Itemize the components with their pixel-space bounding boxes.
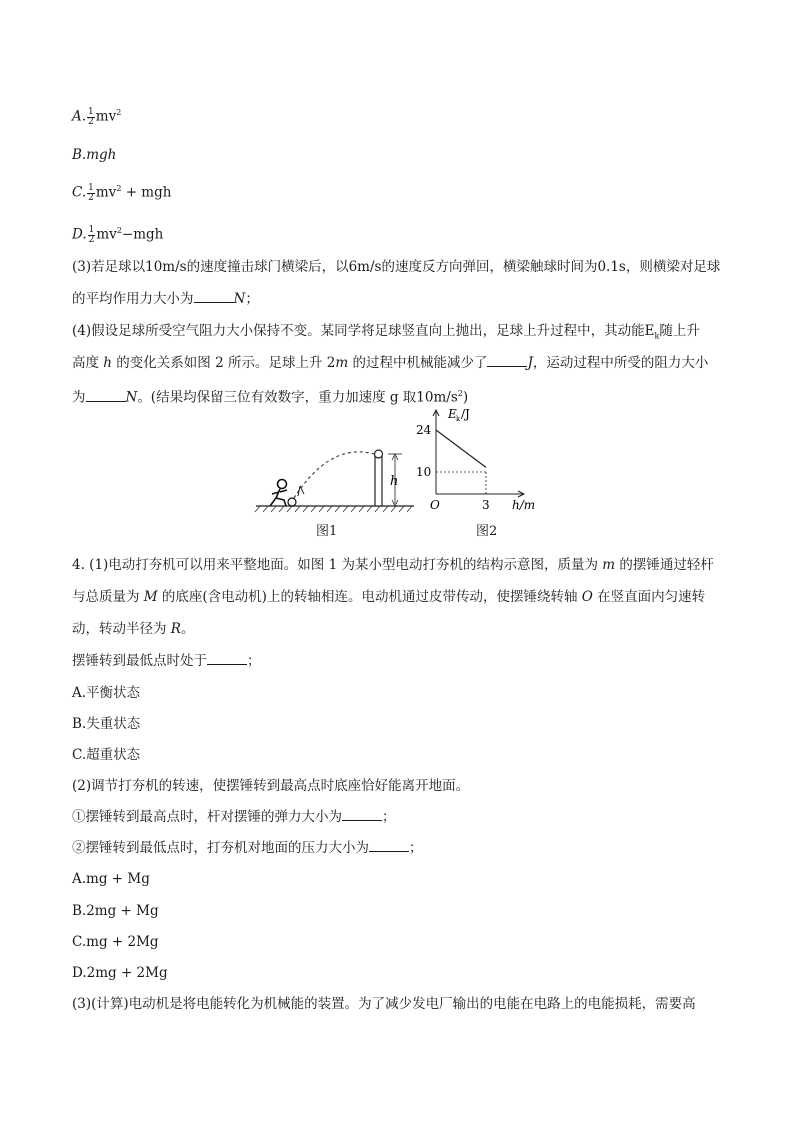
part3-line2: 的平均作用力大小为 N；	[72, 291, 259, 307]
goal-post	[375, 454, 382, 506]
arrow-icon	[298, 486, 304, 496]
option-d: D. $\frac{1}{2}$ $mv^2-mgh$	[72, 224, 164, 245]
fig2-caption: 图2	[476, 524, 498, 539]
answer-blank[interactable]	[487, 354, 527, 367]
y-tick-10: 10	[416, 465, 432, 479]
fraction-half: $\frac{1}{2}$	[88, 106, 94, 127]
fraction-half: $\frac{1}{2}$	[88, 224, 95, 245]
q4-sub2-option-c: C.mg + 2Mg	[72, 934, 159, 950]
q4-sub1-option-c: C.超重状态	[72, 747, 141, 763]
q4-sub1-option-b: B.失重状态	[72, 716, 141, 732]
figures-block	[240, 404, 560, 544]
q4-sub3-line: (3)(计算)电动机是将电能转化为机械能的装置。为了减少发电厂输出的电能在电路上的电能损耗，需要高	[72, 996, 696, 1012]
x-axis-label: h/m	[512, 498, 536, 512]
y-tick-24: 24	[416, 423, 432, 437]
y-axis-label: E	[448, 407, 457, 421]
figure-svg	[240, 404, 560, 544]
part4-line2: 高度 h 的变化关系如图 2 所示。足球上升 2m 的过程中机械能减少了 J，运动过程中所受的阻力大小	[72, 355, 709, 371]
answer-blank[interactable]	[207, 652, 247, 665]
option-b: B.mgh	[72, 147, 117, 163]
option-c: C. $\frac{1}{2}$ $mv^2$ + mgh	[72, 182, 172, 203]
q4-sub2-option-d: D.2mg + 2Mg	[72, 965, 168, 981]
answer-blank[interactable]	[86, 389, 126, 402]
part4-line3: 为 N。(结果均保留三位有效数字，重力加速度 g 取$10m/s^2$)	[72, 389, 469, 406]
height-label: h	[390, 474, 399, 489]
q4-line2: 与总质量为 M 的底座(含电动机)上的转轴相连。电动机通过皮带传动，使摆锤绕转轴 O 在竖直面内匀速转	[72, 589, 706, 605]
q4-sub2-item2: ②摆锤转到最低点时，打夯机对地面的压力大小为 ；	[72, 840, 423, 856]
q4-sub2-option-b: B.2mg + Mg	[72, 903, 159, 919]
fraction-half: $\frac{1}{2}$	[88, 182, 94, 203]
answer-blank[interactable]	[194, 290, 234, 303]
ek-series-line	[436, 430, 486, 467]
svg-text:/J: /J	[461, 407, 470, 421]
crossbar-icon	[375, 450, 383, 458]
fig1-caption: 图1	[316, 524, 338, 539]
q4-line1: 4. (1)电动打夯机可以用来平整地面。如图 1 为某小型电动打夯机的结构示意图，质量为 m 的摆锤通过轻杆	[72, 557, 714, 573]
svg-text:k: k	[456, 415, 461, 423]
trajectory-path	[294, 452, 374, 498]
q4-line3: 动，转动半径为 R。	[72, 621, 195, 637]
ek-graph	[433, 410, 524, 497]
q4-sub1-option-a: A.平衡状态	[72, 685, 141, 701]
kicker-figure-icon	[270, 480, 287, 507]
part4-line1: (4)假设足球所受空气阻力大小保持不变。某同学将足球竖直向上抛出，足球上升过程中，其动能$E_k$随上升	[72, 323, 700, 341]
answer-blank[interactable]	[369, 839, 409, 852]
ground-hatch	[255, 506, 412, 512]
option-a: A. $\frac{1}{2}$ $mv^2$	[72, 106, 122, 127]
answer-blank[interactable]	[342, 808, 382, 821]
part3-line1: (3)若足球以10m/s的速度撞击球门横梁后，以6m/s的速度反方向弹回，横梁触球时间为0.1s，则横梁对足球	[72, 259, 721, 275]
q4-sub2-item1: ①摆锤转到最高点时，杆对摆锤的弹力大小为 ；	[72, 809, 396, 825]
football-icon	[288, 498, 296, 506]
origin-label: O	[430, 498, 440, 512]
q4-sub2-stem: (2)调节打夯机的转速，使摆锤转到最高点时底座恰好能离开地面。	[72, 778, 470, 794]
q4-sub1-stem: 摆锤转到最低点时处于 ；	[72, 653, 261, 669]
x-tick-3: 3	[482, 498, 490, 512]
q4-sub2-option-a: A.mg + Mg	[72, 871, 150, 887]
